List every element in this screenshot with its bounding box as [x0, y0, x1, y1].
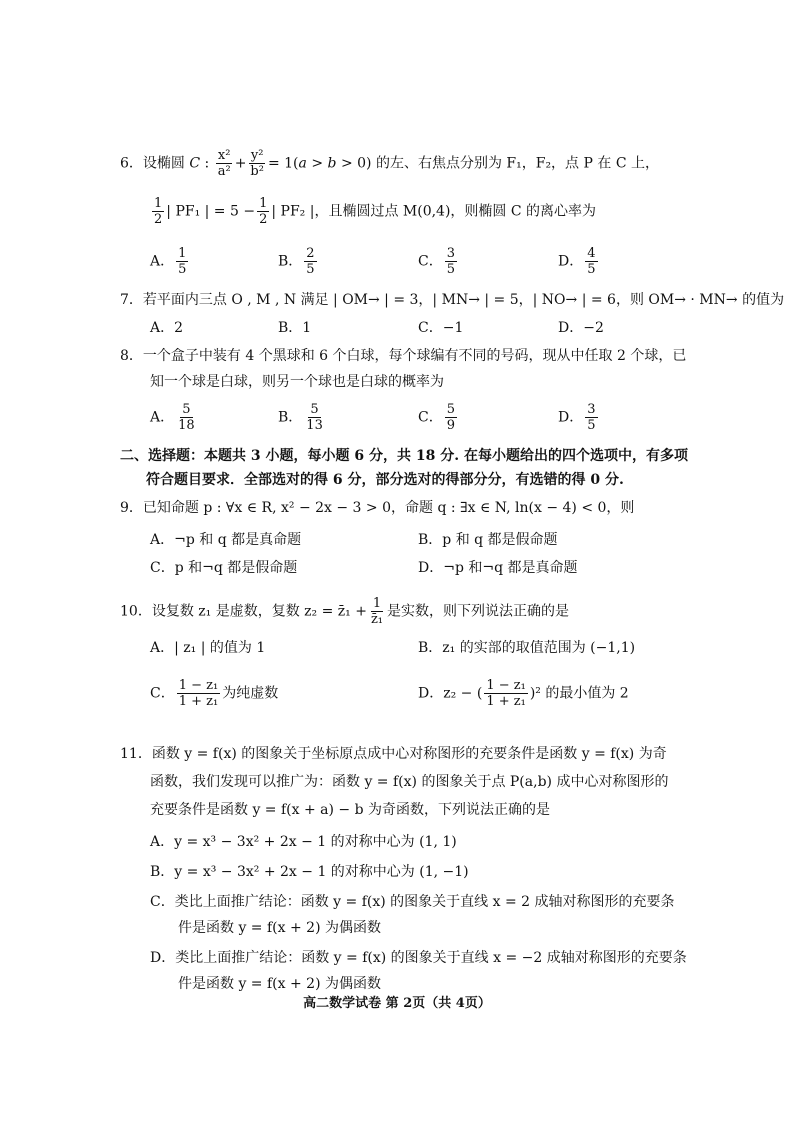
q8-option-a[interactable]: A． $\frac{5}{18}$ [150, 402, 195, 433]
q6-option-b[interactable]: B． $\frac{2}{5}$ [278, 246, 315, 277]
q10-option-a[interactable]: A．| z₁ | 的值为 1 [150, 640, 266, 656]
q11-option-d-line2: 件是函数 y = f(x + 2) 为偶函数 [178, 976, 381, 992]
q9-option-b[interactable]: B．p 和 q 都是假命题 [418, 532, 558, 548]
q9-option-c[interactable]: C．p 和¬q 都是假命题 [150, 560, 298, 576]
q6-half-2: $\frac{1}{2}$ [259, 196, 268, 227]
q9-option-a[interactable]: A．¬p 和 q 都是真命题 [150, 532, 302, 548]
q6-suffix: 的左、右焦点分别为 F₁，F₂，点 P 在 C 上， [375, 155, 659, 172]
q9-option-d[interactable]: D．¬p 和¬q 都是真命题 [418, 560, 578, 576]
q8-option-d[interactable]: D． $\frac{3}{5}$ [558, 402, 596, 433]
q7-stem: 7．若平面内三点 O , M , N 满足 | OM→ | = 3，| MN→ | = 5，| NO→ | = 6，则 OM→ · MN→ 的值为 [120, 292, 785, 308]
q7-option-a[interactable]: A．2 [150, 320, 184, 336]
q11-option-c-line1[interactable]: C．类比上面推广结论：函数 y = f(x) 的图象关于直线 x = 2 成轴对称图形的充要条 [150, 894, 675, 910]
q11-line3: 充要条件是函数 y = f(x + a) − b 为奇函数，下列说法正确的是 [150, 802, 551, 818]
q7-option-d[interactable]: D．−2 [558, 320, 604, 336]
q7-option-b[interactable]: B．1 [278, 320, 312, 336]
q10-option-c[interactable]: C． $\frac{\text{1 − z₁}}{\text{1 + z₁}}$ 为纯虚数 [150, 678, 279, 709]
section2-line1: 二、选择题：本题共 3 小题，每小题 6 分，共 18 分. 在每小题给出的四个选项中，有多项 [120, 448, 688, 464]
section2-line2: 符合题目要求．全部选对的得 6 分，部分选对的得部分分，有选错的得 0 分. [146, 472, 624, 488]
q7-option-c[interactable]: C．−1 [418, 320, 464, 336]
q6-option-c[interactable]: C． $\frac{3}{5}$ [418, 246, 455, 277]
q11-line2: 函数，我们发现可以推广为：函数 y = f(x) 的图象关于点 P(a,b) 成中心对称图形的 [150, 774, 669, 790]
q6-option-a[interactable]: A． $\frac{1}{5}$ [150, 246, 187, 277]
q6-line1: 6．设椭圆 C : $\frac{\text{x²}}{\text{a²}}$ + $\frac{\text{y²}}{\text{b²}}$ = 1(a > b > 0) 的左、右焦点分别为 F₁，F₂，点 P 在 C 上， [120, 148, 659, 179]
q10-option-b[interactable]: B．z₁ 的实部的取值范围为 (−1,1) [418, 640, 636, 656]
q11-option-a[interactable]: A．y = x³ − 3x² + 2x − 1 的对称中心为 (1, 1) [150, 834, 457, 850]
q6-half-1: $\frac{1}{2}$ [154, 196, 163, 227]
q6-frac-x: $\frac{\text{x²}}{\text{a²}}$ [217, 148, 231, 179]
q11-option-c-line2: 件是函数 y = f(x + 2) 为偶函数 [178, 920, 381, 936]
q10-stem: 10．设复数 z₁ 是虚数，复数 z₂ = z̄₁ + $\frac{1}{\text{z̄₁}}$ 是实数，则下列说法正确的是 [120, 596, 570, 627]
q6-frac-y: $\frac{\text{y²}}{\text{b²}}$ [250, 148, 264, 179]
q11-option-d-line1[interactable]: D．类比上面推广结论：函数 y = f(x) 的图象关于直线 x = −2 成轴对称图形的充要条 [150, 950, 687, 966]
page-footer: 高二数学试卷 第 2页（共 4页） [303, 996, 491, 1011]
q8-line1: 8．一个盒子中装有 4 个黑球和 6 个白球，每个球编有不同的号码，现从中任取 2 个球，已 [120, 348, 687, 364]
q8-line2: 知一个球是白球，则另一个球也是白球的概率为 [150, 374, 444, 390]
q6-option-d[interactable]: D． $\frac{4}{5}$ [558, 246, 596, 277]
q11-option-b[interactable]: B．y = x³ − 3x² + 2x − 1 的对称中心为 (1, −1) [150, 864, 469, 880]
q6-line2: $\frac{1}{2}$ | PF₁ | = 5 − $\frac{1}{2}$ | PF₂ |，且椭圆过点 M(0,4)，则椭圆 C 的离心率为 [154, 196, 597, 227]
q11-line1: 11．函数 y = f(x) 的图象关于坐标原点成中心对称图形的充要条件是函数 y = f(x) 为奇 [120, 746, 667, 762]
q8-option-c[interactable]: C． $\frac{5}{9}$ [418, 402, 455, 433]
q6-prefix: 6．设椭圆 [120, 155, 185, 172]
q8-option-b[interactable]: B． $\frac{5}{13}$ [278, 402, 323, 433]
q10-frac: $\frac{1}{\text{z̄₁}}$ [370, 596, 384, 627]
q10-option-d[interactable]: D．z₂ − ( $\frac{\text{1 − z₁}}{\text{1 + z₁}}$ )² 的最小值为 2 [418, 678, 629, 709]
q9-stem: 9．已知命题 p : ∀x ∈ R, x² − 2x − 3 > 0，命题 q : ∃x ∈ N, ln(x − 4) < 0，则 [120, 500, 635, 516]
